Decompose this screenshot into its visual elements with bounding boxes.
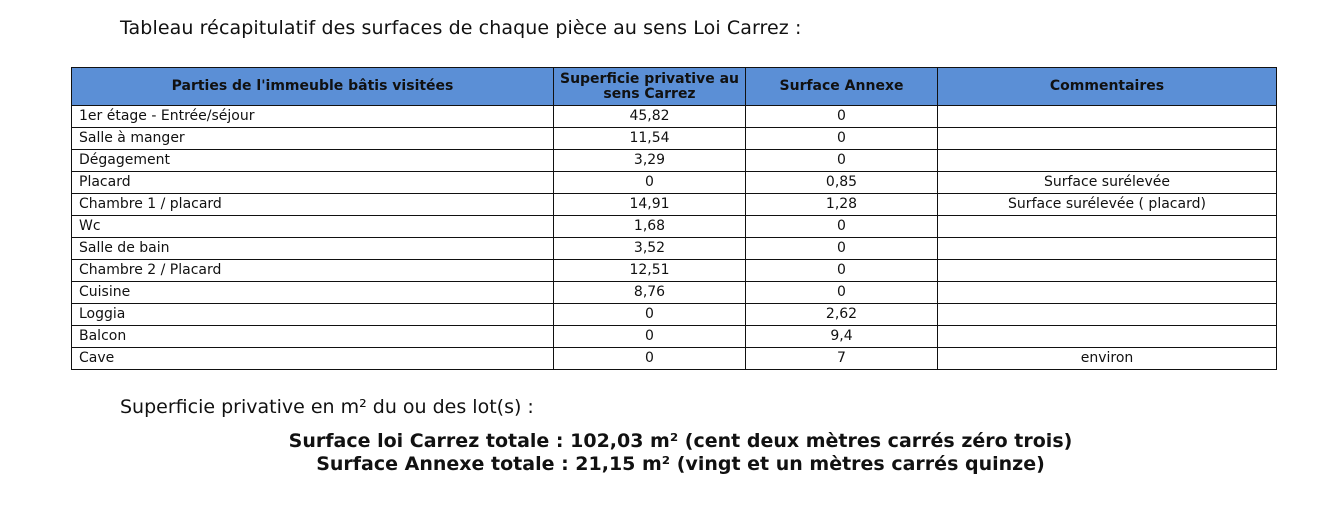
- table-heading: Tableau récapitulatif des surfaces de chaque pièce au sens Loi Carrez :: [120, 17, 802, 39]
- table-row: [72, 326, 1277, 348]
- room-name: Chambre 1 / placard: [72, 194, 554, 216]
- room-name: Cave: [72, 348, 554, 370]
- annex-area: 9,4: [746, 326, 938, 348]
- annex-area: 0: [746, 260, 938, 282]
- table-row: [72, 128, 1277, 150]
- carrez-area: 14,91: [554, 194, 746, 216]
- annex-area: 0: [746, 150, 938, 172]
- column-header-rooms: Parties de l'immeuble bâtis visitées: [72, 68, 554, 106]
- carrez-area: 11,54: [554, 128, 746, 150]
- column-header-carrez-area: Superficie privative au sens Carrez: [554, 68, 746, 106]
- carrez-area: 0: [554, 304, 746, 326]
- annex-area: 0: [746, 106, 938, 128]
- comment: [938, 238, 1277, 260]
- table-row: [72, 150, 1277, 172]
- carrez-area: 3,52: [554, 238, 746, 260]
- annex-area: 0: [746, 238, 938, 260]
- table-row: [72, 260, 1277, 282]
- table-row: [72, 172, 1277, 194]
- room-name: Wc: [72, 216, 554, 238]
- comment: Surface surélevée ( placard): [938, 194, 1277, 216]
- annex-area: 0: [746, 282, 938, 304]
- carrez-area: 0: [554, 172, 746, 194]
- table-row: [72, 106, 1277, 128]
- column-header-comments: Commentaires: [938, 68, 1277, 106]
- carrez-area: 0: [554, 348, 746, 370]
- carrez-area: 1,68: [554, 216, 746, 238]
- comment: environ: [938, 348, 1277, 370]
- comment: [938, 304, 1277, 326]
- annex-area: 0,85: [746, 172, 938, 194]
- room-name: Salle de bain: [72, 238, 554, 260]
- comment: [938, 260, 1277, 282]
- surfaces-table: [71, 67, 1277, 370]
- table-row: [72, 238, 1277, 260]
- comment: [938, 216, 1277, 238]
- carrez-area: 45,82: [554, 106, 746, 128]
- annex-total: Surface Annexe totale : 21,15 m² (vingt et un mètres carrés quinze): [316, 453, 1045, 475]
- comment: [938, 326, 1277, 348]
- comment: [938, 128, 1277, 150]
- table-row: [72, 282, 1277, 304]
- carrez-area: 12,51: [554, 260, 746, 282]
- room-name: Loggia: [72, 304, 554, 326]
- annex-area: 1,28: [746, 194, 938, 216]
- comment: [938, 150, 1277, 172]
- comment: Surface surélevée: [938, 172, 1277, 194]
- room-name: Salle à manger: [72, 128, 554, 150]
- table-header-row: [72, 68, 1277, 106]
- comment: [938, 106, 1277, 128]
- annex-area: 0: [746, 128, 938, 150]
- column-header-annex-area: Surface Annexe: [746, 68, 938, 106]
- table-row: [72, 304, 1277, 326]
- carrez-area: 8,76: [554, 282, 746, 304]
- room-name: Chambre 2 / Placard: [72, 260, 554, 282]
- room-name: Balcon: [72, 326, 554, 348]
- carrez-total: Surface loi Carrez totale : 102,03 m² (cent deux mètres carrés zéro trois): [288, 430, 1073, 452]
- table-row: [72, 348, 1277, 370]
- room-name: 1er étage - Entrée/séjour: [72, 106, 554, 128]
- carrez-area: 3,29: [554, 150, 746, 172]
- private-area-subheading: Superficie privative en m² du ou des lot(s) :: [120, 396, 534, 418]
- annex-area: 2,62: [746, 304, 938, 326]
- annex-area: 7: [746, 348, 938, 370]
- room-name: Dégagement: [72, 150, 554, 172]
- carrez-area: 0: [554, 326, 746, 348]
- table-row: [72, 216, 1277, 238]
- comment: [938, 282, 1277, 304]
- room-name: Cuisine: [72, 282, 554, 304]
- room-name: Placard: [72, 172, 554, 194]
- annex-area: 0: [746, 216, 938, 238]
- table-row: [72, 194, 1277, 216]
